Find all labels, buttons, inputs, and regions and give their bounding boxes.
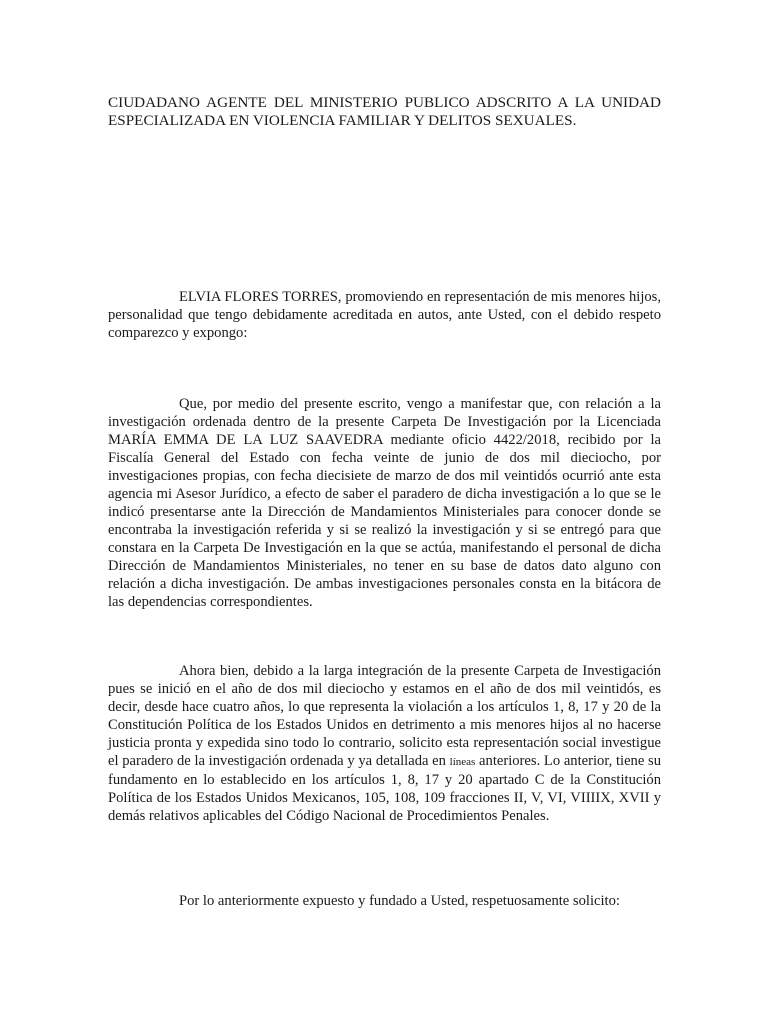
paragraph-legal-basis-part-2: anteriores. Lo anterior, tiene su fundamento en lo establecido en los artículos 1, 8, 17 y 20 apartado C de la Constitución Política de los Estados Unidos Mexicanos, 105, 108, 109 fracciones II, V, VI, VIIIIX, XVII y demás relativos aplicables del Código Nacional de Procedimientos Penales. xyxy=(108,753,661,824)
heading-line-1: CIUDADANO AGENTE DEL MINISTERIO PUBLICO ADSCRITO A LA UNIDAD xyxy=(108,94,661,111)
paragraph-legal-basis xyxy=(108,662,661,825)
paragraph-legal-basis-small-word: líneas xyxy=(449,756,476,768)
paragraph-legal-basis-part-1: Ahora bien, debido a la larga integración de la presente Carpeta de Investigación pues se inició en el año de dos mil dieciocho y estamos en el año de dos mil veintidós, es decir, desde hace cuatro años, lo que representa la violación a los artículos 1, 8, 17 y 20 de la Constitución Política de los Estados Unidos en detrimento a mis menores hijos al no hacerse justicia pronta y expedida sino todo lo contrario, solicito esta representación social investigue el paradero de la investigación ordenada y ya detallada en xyxy=(108,663,661,769)
document-heading xyxy=(108,94,661,130)
paragraph-request: Por lo anteriormente expuesto y fundado a Usted, respetuosamente solicito: xyxy=(179,893,620,909)
heading-line-2: ESPECIALIZADA EN VIOLENCIA FAMILIAR Y DELITOS SEXUALES. xyxy=(108,112,577,129)
paragraph-facts: Que, por medio del presente escrito, vengo a manifestar que, con relación a la investigación ordenada dentro de la presente Carpeta De Investigación por la Licenciada MARÍA EMMA DE LA LUZ SAAVEDRA mediante oficio 4422/2018, recibido por la Fiscalía General del Estado con fecha veinte de junio de dos mil dieciocho, por investigaciones propias, con fecha diecisiete de marzo de dos mil veintidós ocurrió ante esta agencia mi Asesor Jurídico, a efecto de saber el paradero de dicha investigación a lo que se le indicó presentarse ante la Dirección de Mandamientos Ministeriales para conocer donde se encontraba la investigación referida y si se realizó la investigación y si se entregó para que constara en la Carpeta De Investigación en la que se actúa, manifestando el personal de dicha Dirección de Mandamientos Ministeriales, no tener en su base de datos dato alguno con relación a dicha investigación. De ambas investigaciones personales consta en la bitácora de las dependencias correspondientes. xyxy=(108,396,661,610)
paragraph-introduction: ELVIA FLORES TORRES, promoviendo en representación de mis menores hijos, personalidad que tengo debidamente acreditada en autos, ante Usted, con el debido respeto comparezco y expongo: xyxy=(108,289,661,341)
